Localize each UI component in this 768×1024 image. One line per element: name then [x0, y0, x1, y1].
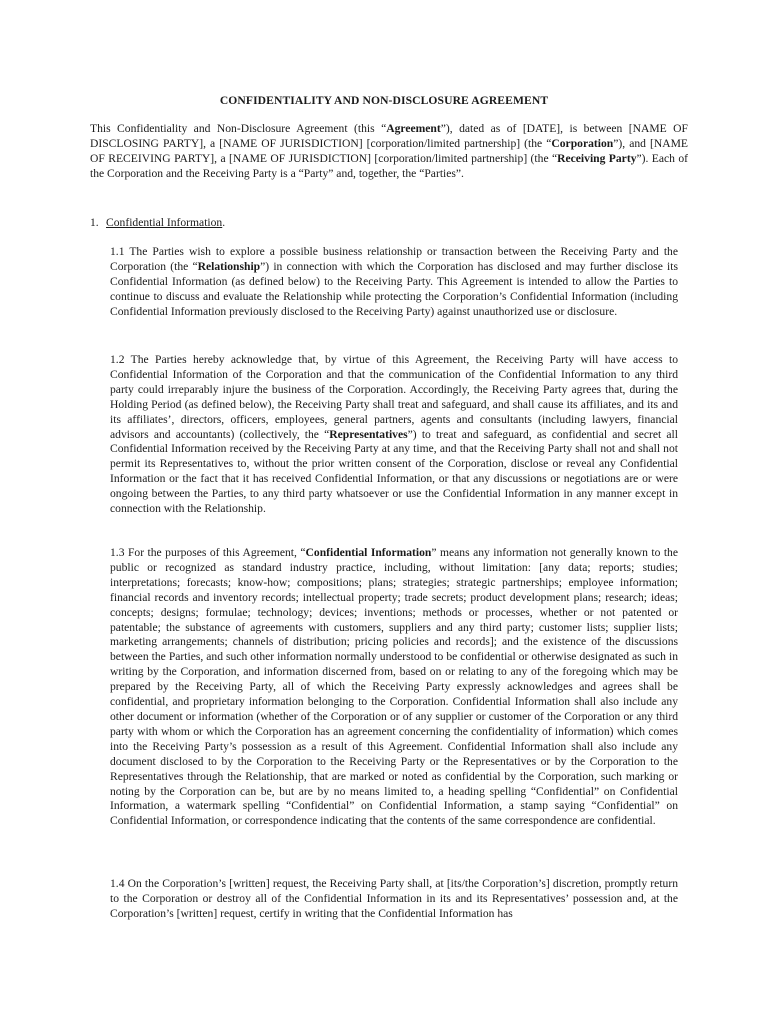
- intro-text-1: This Confidentiality and Non-Disclosure Agreement (this “: [90, 122, 387, 135]
- section-1-title: Confidential Information: [106, 216, 223, 229]
- paragraph-1-2-text-1: 1.2 The Parties hereby acknowledge that, by virtue of this Agreement, the Receiving Party will have access to Confidential Information of the Corporation and that the communication of the Confidential Information to any third party could irreparably injure the business of the Corporation. Accordingly, the Receiving Party agrees that, during the Holding Period (as defined below), the Receiving Party shall treat and safeguard, and shall cause its affiliates, and its and its affiliates’, directors, officers, employees, general partners, agents and consultants (including lawyers, financial advisors and accountants) (collectively, the “: [110, 353, 678, 441]
- paragraph-1-2: [110, 353, 678, 517]
- paragraph-1-1: [110, 245, 678, 320]
- paragraph-1-3-text-2: ” means any information not generally known to the public or recognized as standard industry practice, including, without limitation: [any data; reports; studies; interpretations; forecasts; know-how; compositions; plans; strategies; strategic partnerships; employee information; financial records and inventory records; intellectual property; trade secrets; product development plans; research; ideas; concepts; designs; formulae; technology; devices; inventions; methods or processes, whether or not patented or patentable; the substance of agreements with customers, suppliers and any third party; customer lists; supplier lists; marketing arrangements; channels of distribution; pricing policies and records]; and the existence of the discussions between the Parties, and such other information normally understood to be confidential or otherwise designated as such in writing by the Corporation, and information discerned from, based on or relating to any of the foregoing which may be prepared by the Receiving Party, all of which the Receiving Party expressly acknowledges and agrees shall be confidential, and proprietary information belonging to the Corporation. Confidential Information shall also include any other document or information (whether of the Corporation or of any supplier or customer of the Corporation or any third party with whom or which the Corporation has an agreement concerning the confidentiality of information) which comes into the Receiving Party’s possession as a result of this Agreement. Confidential Information shall also include any document disclosed to by the Corporation to the Receiving Party or the Representatives or by the Corporation to the Representatives through the Relationship, that are marked or noted as confidential by the Corporation, such marking or noting by the Corporation can be, but are by no means limited to, a heading spelling “Confidential” on Confidential Information, a watermark spelling “Confidential” on Confidential Information, a stamp saying “Confidential” on Confidential Information, or correspondence indicating that the contents of the same correspondence are confidential.: [110, 546, 678, 828]
- section-1-title-suffix: .: [222, 216, 226, 229]
- paragraph-1-1-text-2: ”) in connection with which the Corporation has disclosed and may further disclose its Confidential Information (as defined below) to the Receiving Party. This Agreement is intended to allow the Parties to continue to discuss and evaluate the Relationship while protecting the Corporation’s Confidential Information (including Confidential Information previously disclosed to the Receiving Party) against unauthorized use or disclosure.: [110, 259, 679, 318]
- term-representatives: Representatives: [329, 427, 408, 441]
- paragraph-1-4: [110, 877, 678, 922]
- intro-text-3: ”), and [NAME OF RECEIVING PARTY], a [NAME OF JURISDICTION] [corporation/limited partnership] (the “: [90, 136, 688, 165]
- term-receiving-party: Receiving Party: [557, 151, 637, 165]
- term-relationship: Relationship: [197, 259, 261, 273]
- paragraph-1-1-text-1: 1.1 The Parties wish to explore a possible business relationship or transaction between the Receiving Party and the Corporation (the “: [110, 245, 678, 273]
- document-title: CONFIDENTIALITY AND NON-DISCLOSURE AGREEMENT: [219, 94, 549, 107]
- term-corporation: Corporation: [551, 136, 614, 150]
- intro-text-4: ”). Each of the Corporation and the Receiving Party is a “Party” and, together, the “Parties”.: [90, 151, 689, 180]
- paragraph-1-2-text-2: ”) to treat and safeguard, as confidential and secret all Confidential Information received by the Receiving Party at any time, and that the Receiving Party shall not and shall not permit its Representatives to, without the prior written consent of the Corporation, disclose or reveal any Confidential Information or the fact that it has received Confidential Information, or that any discussions or negotiations are or were ongoing between the Parties, to any third party whatsoever or use the Confidential Information in any manner except in connection with the Relationship.: [110, 427, 678, 516]
- section-1-number: 1.: [90, 216, 99, 229]
- paragraph-1-3: [110, 546, 678, 829]
- term-agreement: Agreement: [386, 122, 441, 135]
- section-1-heading: [90, 216, 688, 231]
- term-confidential-information: Confidential Information: [305, 546, 432, 559]
- intro-text-2: ”), dated as of [DATE], is between [NAME OF DISCLOSING PARTY], a [NAME OF JURISDICTION] [corporation/limited partnership] (the “: [90, 122, 688, 150]
- paragraph-1-3-text-1: 1.3 For the purposes of this Agreement, “: [110, 546, 306, 559]
- paragraph-1-4-text-1: 1.4 On the Corporation’s [written] request, the Receiving Party shall, at [its/the Corporation’s] discretion, promptly return to the Corporation or destroy all of the Confidential Information in its and its Representatives’ possession and, at the Corporation’s [written] request, certify in writing that the Confidential Information has: [110, 877, 678, 920]
- intro-paragraph: [90, 122, 688, 182]
